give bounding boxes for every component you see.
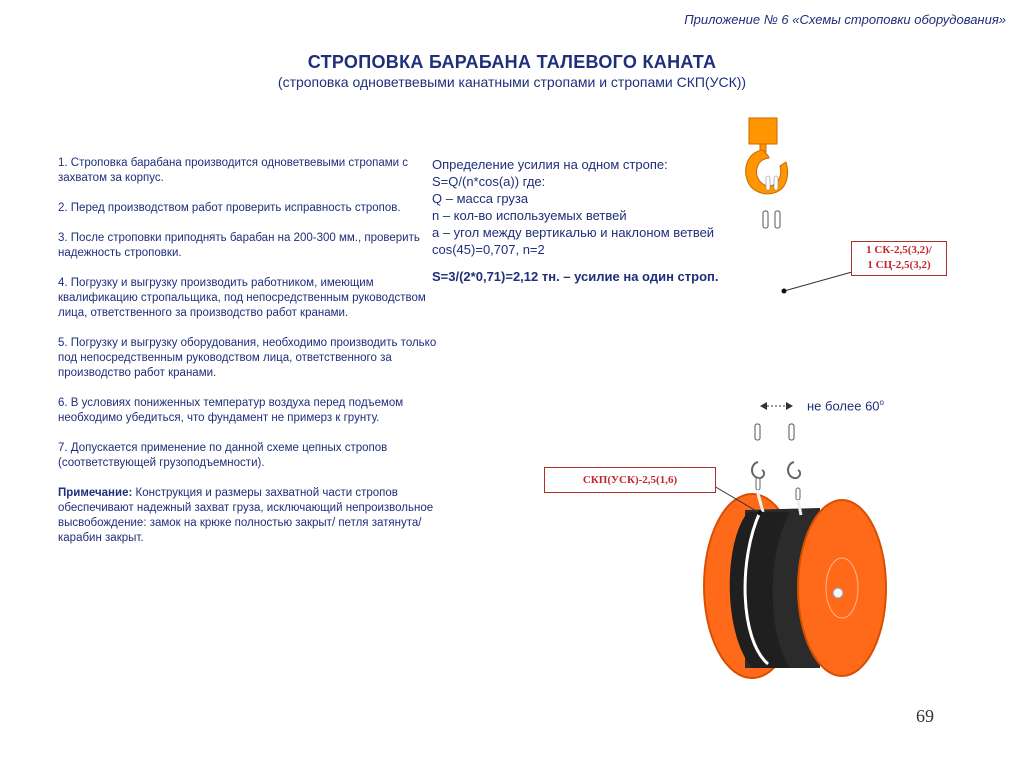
sling-hook-icon [788, 462, 800, 500]
page-title: СТРОПОВКА БАРАБАНА ТАЛЕВОГО КАНАТА [307, 52, 717, 72]
appendix-caption: Приложение № 6 «Схемы строповки оборудования» [684, 12, 1006, 27]
instruction-item: 1. Строповка барабана производится одноветвевыми стропами с захватом за корпус. [58, 157, 409, 184]
page-subtitle: (строповка одноветвевыми канатными стропами и стропами СКП(УСК)) [277, 74, 747, 90]
sling-label-box [851, 241, 947, 276]
sling-label-line: 1 СК-2,5(3,2)/ [866, 244, 932, 256]
cable-drum [704, 494, 886, 678]
formula-line: a – угол между вертикалью и наклоном ветвей [432, 225, 715, 240]
instruction-item: 7. Допускается применение по данной схеме цепных стропов (соответствующей грузоподъемности). [58, 442, 388, 469]
angle-arrow-icon [760, 402, 793, 410]
instruction-item: 5. Погрузку и выгрузку оборудования, необходимо производить только под непосредственным руководством лица, ответственного за производство работ кранами. [58, 337, 437, 379]
sling-label-line: 1 СЦ-2,5(3,2) [867, 259, 931, 271]
note-label: Примечание: [58, 487, 133, 499]
instruction-item: 3. После строповки приподнять барабан на 200-300 мм., проверить надежность строповки. [58, 232, 420, 259]
sling-loops-upper [763, 211, 780, 228]
skp-label-box: СКП(УСК)-2,5(1,6) [544, 467, 716, 493]
angle-label-text: не более 60 [807, 398, 880, 414]
sling-hook-icon [752, 462, 764, 490]
crane-hook-icon [746, 118, 788, 194]
instruction-item: 4. Погрузку и выгрузку производить работником, имеющим квалификацию стропальщика, под непосредственным руководством лица, ответственного за производство работ кранами. [58, 277, 426, 319]
formula-line: cos(45)=0,707, n=2 [432, 242, 545, 257]
instruction-item: 2. Перед производством работ проверить исправность стропов. [58, 202, 401, 214]
sling-loops-lower [755, 424, 794, 440]
formula-line: Определение усилия на одном стропе: [432, 157, 668, 172]
angle-degree-sign: о [879, 398, 884, 407]
formula-result: S=3/(2*0,71)=2,12 тн. – усилие на один строп. [432, 269, 719, 284]
formula-line: Q – масса груза [432, 191, 529, 206]
sling-pointer-dot [782, 289, 787, 294]
formula-line: S=Q/(n*cos(a)) где: [432, 174, 546, 189]
angle-label [807, 398, 884, 413]
page-number: 69 [916, 706, 934, 726]
formula-line: n – кол-во используемых ветвей [432, 208, 627, 223]
skp-pointer-dot [758, 511, 763, 516]
note-text: Конструкция и размеры захватной части стропов обеспечивают надежный захват груза, исключающий непроизвольное высвобождение: замок на крюке полностью закрыт/ петля затянута/ карабин закрыт. [58, 487, 434, 544]
instruction-item: 6. В условиях пониженных температур воздуха перед подъемом необходимо убедиться, что фундамент не примерз к грунту. [58, 397, 404, 424]
sling-leader-line [784, 272, 852, 291]
